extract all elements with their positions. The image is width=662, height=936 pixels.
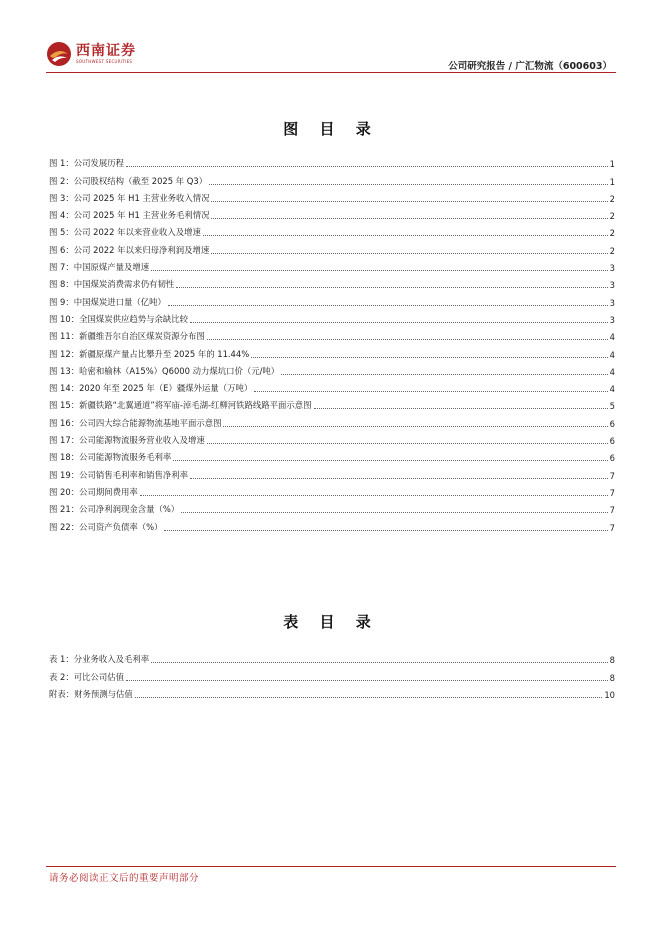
toc-entry-page: 4	[609, 349, 615, 360]
toc-leader-dots	[164, 529, 607, 531]
toc-leader-dots	[254, 390, 607, 392]
tables-toc-list	[49, 648, 615, 700]
toc-entry-label: 图 21：公司净利润现金含量（%）	[49, 504, 180, 515]
toc-entry-label: 图 8：中国煤炭消费需求仍有韧性	[49, 279, 175, 290]
toc-leader-dots	[126, 165, 608, 167]
toc-entry[interactable]	[49, 463, 615, 480]
toc-entry-label: 图 4：公司 2025 年 H1 主营业务毛利情况	[49, 210, 210, 221]
toc-entry[interactable]	[49, 204, 615, 221]
toc-entry-page: 7	[609, 522, 615, 533]
toc-entry[interactable]	[49, 515, 615, 532]
toc-entry-page: 7	[609, 470, 615, 481]
toc-leader-dots	[135, 696, 603, 698]
toc-leader-dots	[190, 321, 608, 323]
toc-entry-page: 2	[609, 228, 615, 239]
toc-entry-page: 3	[609, 263, 615, 274]
toc-leader-dots	[168, 304, 608, 306]
toc-entry[interactable]	[49, 187, 615, 204]
toc-entry[interactable]	[49, 498, 615, 515]
toc-entry-label: 图 20：公司期间费用率	[49, 486, 138, 497]
toc-leader-dots	[211, 217, 607, 219]
page-header	[46, 38, 616, 74]
toc-entry[interactable]	[49, 360, 615, 377]
toc-entry-label: 图 15：新疆铁路“北翼通道”将军庙-淖毛湖-红柳河铁路线路平面示意图	[49, 400, 312, 411]
figures-toc-title: 图 目 录	[283, 120, 379, 138]
toc-leader-dots	[209, 183, 608, 185]
toc-entry[interactable]	[49, 481, 615, 498]
toc-leader-dots	[314, 407, 608, 409]
toc-leader-dots	[176, 286, 607, 288]
toc-leader-dots	[151, 661, 608, 663]
toc-entry-label: 图 9：中国煤炭进口量（亿吨）	[49, 296, 166, 307]
toc-entry[interactable]	[49, 429, 615, 446]
toc-entry[interactable]	[49, 273, 615, 290]
toc-entry-label: 图 14：2020 年至 2025 年（E）疆煤外运量（万吨）	[49, 383, 253, 394]
toc-entry-page: 1	[609, 159, 615, 170]
logo-english-name: SOUTHWEST SECURITIES	[76, 59, 133, 64]
report-title: 公司研究报告 / 广汇物流（600603）	[448, 61, 612, 72]
toc-entry-label: 图 17：公司能源物流服务营业收入及增速	[49, 435, 205, 446]
toc-entry-page: 7	[609, 487, 615, 498]
toc-entry[interactable]	[49, 683, 615, 700]
toc-leader-dots	[251, 356, 607, 358]
toc-entry-page: 8	[609, 672, 615, 683]
header-divider	[46, 72, 616, 73]
toc-entry-label: 图 11：新疆维吾尔自治区煤炭资源分布图	[49, 331, 205, 342]
toc-entry-label: 附表：财务预测与估值	[49, 688, 133, 699]
toc-entry-page: 8	[609, 655, 615, 666]
toc-entry-page: 2	[609, 245, 615, 256]
toc-entry[interactable]	[49, 290, 615, 307]
toc-entry-label: 图 7：中国原煤产量及增速	[49, 262, 150, 273]
toc-leader-dots	[223, 425, 607, 427]
toc-entry-page: 3	[609, 314, 615, 325]
toc-entry-label: 图 10：全国煤炭供应趋势与余缺比较	[49, 313, 188, 324]
toc-entry-label: 图 12：新疆原煤产量占比攀升至 2025 年的 11.44%	[49, 348, 250, 359]
toc-entry-page: 2	[609, 211, 615, 222]
toc-entry-label: 图 1：公司发展历程	[49, 158, 124, 169]
toc-leader-dots	[181, 511, 608, 513]
toc-entry-label: 图 6：公司 2022 年以来归母净利润及增速	[49, 244, 210, 255]
toc-entry[interactable]	[49, 308, 615, 325]
toc-leader-dots	[211, 200, 607, 202]
toc-entry-label: 图 13：哈密和榆林（A15%）Q6000 动力煤坑口价（元/吨）	[49, 365, 280, 376]
toc-leader-dots	[281, 373, 607, 375]
toc-leader-dots	[190, 477, 608, 479]
toc-entry[interactable]	[49, 411, 615, 428]
toc-entry-label: 表 2：可比公司估值	[49, 671, 124, 682]
footer-divider	[46, 866, 616, 867]
toc-entry-page: 3	[609, 297, 615, 308]
toc-entry[interactable]	[49, 377, 615, 394]
toc-entry-page: 3	[609, 280, 615, 291]
toc-entry-label: 表 1：分业务收入及毛利率	[49, 654, 150, 665]
toc-entry-label: 图 16：公司四大综合能源物流基地平面示意图	[49, 417, 222, 428]
toc-entry[interactable]	[49, 648, 615, 665]
toc-leader-dots	[207, 338, 608, 340]
tables-toc-title: 表 目 录	[283, 613, 379, 631]
toc-leader-dots	[211, 252, 607, 254]
toc-entry[interactable]	[49, 256, 615, 273]
toc-entry-page: 2	[609, 193, 615, 204]
toc-entry-page: 4	[609, 332, 615, 343]
toc-entry-page: 1	[609, 176, 615, 187]
toc-entry-page: 10	[604, 689, 615, 700]
toc-leader-dots	[207, 442, 608, 444]
logo-emblem-icon	[46, 41, 72, 67]
logo-text	[76, 43, 136, 65]
footer-disclaimer: 请务必阅读正文后的重要声明部分	[49, 873, 200, 884]
toc-entry[interactable]	[49, 221, 615, 238]
toc-entry-page: 6	[609, 418, 615, 429]
toc-entry-label: 图 3：公司 2025 年 H1 主营业务收入情况	[49, 192, 210, 203]
toc-leader-dots	[140, 494, 608, 496]
toc-entry-page: 4	[609, 366, 615, 377]
toc-entry-label: 图 18：公司能源物流服务毛利率	[49, 452, 172, 463]
company-logo	[46, 38, 136, 70]
toc-entry[interactable]	[49, 342, 615, 359]
toc-entry[interactable]	[49, 152, 615, 169]
toc-entry[interactable]	[49, 169, 615, 186]
toc-entry-page: 7	[609, 505, 615, 516]
logo-chinese-name: 西南证券	[76, 43, 136, 59]
toc-entry-page: 5	[609, 401, 615, 412]
toc-entry-label: 图 22：公司资产负债率（%）	[49, 521, 163, 532]
toc-entry[interactable]	[49, 665, 615, 682]
toc-entry-page: 6	[609, 453, 615, 464]
toc-entry-page: 4	[609, 384, 615, 395]
toc-entry-label: 图 2：公司股权结构（截至 2025 年 Q3）	[49, 175, 208, 186]
toc-entry[interactable]	[49, 394, 615, 411]
toc-leader-dots	[126, 679, 608, 681]
toc-leader-dots	[203, 234, 608, 236]
figures-toc-list	[49, 152, 615, 533]
toc-entry[interactable]	[49, 325, 615, 342]
toc-entry-label: 图 19：公司销售毛利率和销售净利率	[49, 469, 188, 480]
toc-entry[interactable]	[49, 238, 615, 255]
toc-leader-dots	[151, 269, 608, 271]
toc-entry-label: 图 5：公司 2022 年以来营业收入及增速	[49, 227, 201, 238]
toc-entry[interactable]	[49, 446, 615, 463]
toc-entry-page: 6	[609, 436, 615, 447]
toc-leader-dots	[173, 459, 607, 461]
